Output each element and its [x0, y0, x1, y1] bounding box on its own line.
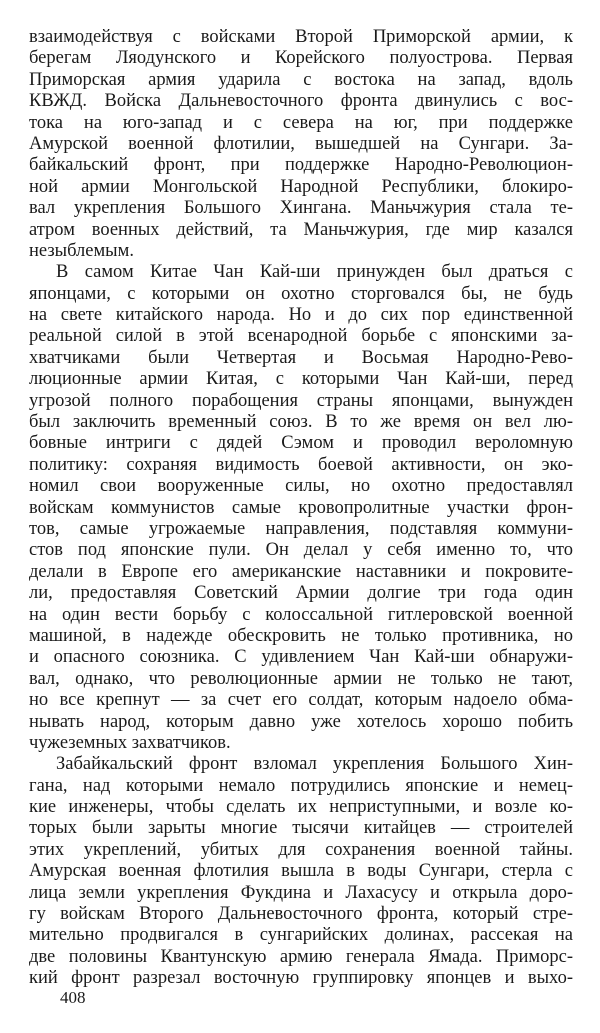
text-line: и опасного союзника. С удивлением Чан Кай-ши обнаружи-	[29, 647, 573, 668]
text-line: но все крепнут — за счет его солдат, которым надоело обма-	[29, 690, 573, 711]
text-line: Забайкальский фронт взломал укрепления Большого Хин-	[56, 754, 573, 775]
page-body-text	[29, 27, 573, 990]
text-line: тов, самые угрожаемые направления, подставляя коммуни-	[29, 518, 573, 539]
text-line: чужеземных захватчиков.	[29, 732, 231, 753]
text-line: реальной силой в этой всенародной борьбе с японскими за-	[29, 326, 573, 347]
text-line: политику: сохраняя видимость боевой активности, он эко-	[29, 454, 573, 475]
text-line: хватчиками были Четвертая и Восьмая Народно-Рево-	[29, 347, 573, 368]
text-line: мительно продвигался в сунгарийских долинах, рассекая на	[29, 925, 573, 946]
text-line: делали в Европе его американские наставники и покровите-	[29, 561, 573, 582]
paragraph	[29, 27, 573, 262]
text-line: угрозой полного порабощения страны японцами, вынужден	[29, 390, 573, 411]
text-line: Амурской военной флотилии, вышедшей на Сунгари. За-	[29, 133, 573, 154]
text-line: кий фронт разрезал восточную группировку японцев и выхо-	[29, 968, 573, 989]
page-number: 408	[60, 988, 86, 1007]
text-line: взаимодействуя с войсками Второй Приморской армии, к	[29, 27, 573, 47]
text-line: атром военных действий, та Маньчжурия, где мир казался	[29, 219, 573, 240]
text-line: Приморская армия ударила с востока на запад, вдоль	[29, 69, 573, 90]
paragraph	[29, 262, 573, 754]
text-line: КВЖД. Войска Дальневосточного фронта двинулись с вос-	[29, 91, 573, 112]
text-line: кие инженеры, чтобы сделать их неприступными, и возле ко-	[29, 797, 573, 818]
text-line: Амурская военная флотилия вышла в воды Сунгари, стерла с	[29, 861, 573, 882]
text-line: нывать народ, которым давно уже хотелось хорошо побить	[29, 711, 573, 732]
text-line: был заключить временный союз. В то же время он вел лю-	[29, 412, 573, 433]
text-line: люционные армии Китая, с которыми Чан Кай-ши, перед	[29, 369, 573, 390]
text-line: лица земли укрепления Фукдина и Лахасусу и открыла доро-	[29, 882, 573, 903]
text-line: вал укрепления Большого Хингана. Маньчжурия стала те-	[29, 198, 573, 219]
text-line: вал, однако, что революционные армии не только не тают,	[29, 668, 573, 689]
text-line: байкальский фронт, при поддержке Народно-Революцион-	[29, 155, 573, 176]
text-line: стов под японские пули. Он делал у себя именно то, что	[29, 540, 573, 561]
text-line: ли, предоставляя Советский Армии долгие три года один	[29, 583, 573, 604]
text-line: гу войскам Второго Дальневосточного фронта, который стре-	[29, 904, 573, 925]
text-line: японцами, с которыми он охотно сторговался бы, не будь	[29, 283, 573, 304]
text-line: берегам Ляодунского и Корейского полуострова. Первая	[29, 48, 573, 69]
text-line: В самом Китае Чан Кай-ши принужден был драться с	[56, 262, 573, 283]
paragraph	[29, 754, 573, 989]
text-line: две половины Квантунскую армию генерала Ямада. Приморс-	[29, 946, 573, 967]
text-line: на один вести борьбу с колоссальной гитлеровской военной	[29, 604, 573, 625]
text-line: войскам коммунистов самые кровопролитные участки фрон-	[29, 497, 573, 518]
text-line: гана, над которыми немало потрудились японские и немец-	[29, 775, 573, 796]
text-line: ной армии Монгольской Народной Республики, блокиро-	[29, 176, 573, 197]
text-line: машиной, в надежде обескровить не только противника, но	[29, 625, 573, 646]
text-line: тока на юго-запад и с севера на юг, при поддержке	[29, 112, 573, 133]
text-line: торых были зарыты многие тысячи китайцев — строителей	[29, 818, 573, 839]
text-line: этих укреплений, убитых для сохранения военной тайны.	[29, 839, 573, 860]
text-line: номил свои вооруженные силы, но охотно предоставлял	[29, 476, 573, 497]
text-line: незыблемым.	[29, 240, 134, 261]
text-line: на свете китайского народа. Но и до сих пор единственной	[29, 305, 573, 326]
text-line: бовные интриги с дядей Сэмом и проводил вероломную	[29, 433, 573, 454]
